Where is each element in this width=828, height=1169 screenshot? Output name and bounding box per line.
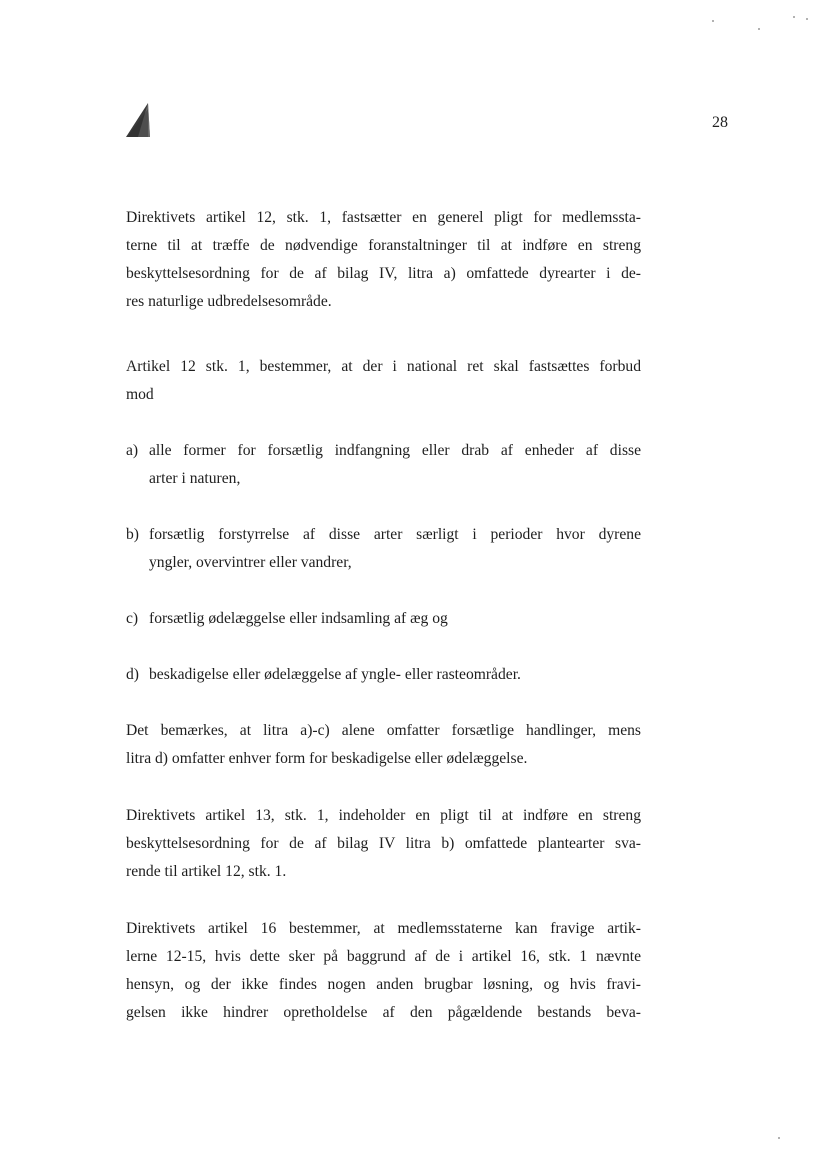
triangle-logo-icon [126,103,150,137]
paragraph-article-12 [126,204,641,316]
text-line: arter i naturen, [149,470,241,487]
list-marker: b) [126,526,139,543]
text-line: Direktivets artikel 13, stk. 1, indeholder en pligt til at indføre en streng [126,807,641,824]
text-line: mod [126,386,154,403]
paragraph-article-12-prohibitions [126,353,641,409]
text-line: hensyn, og der ikke findes nogen anden brugbar løsning, og hvis fravi- [126,976,641,993]
paragraph-article-16 [126,915,641,1027]
text-line: lerne 12-15, hvis dette sker på baggrund af de i artikel 16, stk. 1 nævnte [126,948,641,965]
scan-speck [793,16,795,18]
text-line: yngler, overvintrer eller vandrer, [149,554,352,571]
scan-speck [778,1137,780,1139]
text-line: beskyttelsesordning for de af bilag IV litra b) omfattede plantearter sva- [126,835,641,852]
list-item-b [126,521,641,577]
list-marker: c) [126,610,139,627]
page-number: 28 [712,114,728,131]
list-item-d [126,661,641,689]
text-line: Direktivets artikel 12, stk. 1, fastsætter en generel pligt for medlemssta- [126,209,641,226]
scan-speck [758,28,760,30]
text-line: forsætlig forstyrrelse af disse arter særligt i perioder hvor dyrene [149,526,641,543]
text-line: Artikel 12 stk. 1, bestemmer, at der i national ret skal fastsættes forbud [126,358,641,375]
list-marker: a) [126,442,139,459]
text-line: terne til at træffe de nødvendige foranstaltninger til at indføre en streng [126,237,641,254]
text-line: res naturlige udbredelsesområde. [126,293,332,310]
list-item-c [126,605,641,633]
scan-speck [712,20,714,22]
text-line: forsætlig ødelæggelse eller indsamling af æg og [149,610,448,627]
paragraph-note-litra [126,717,641,773]
scan-speck [806,18,808,20]
list-marker: d) [126,666,139,683]
text-line: beskyttelsesordning for de af bilag IV, litra a) omfattede dyrearter i de- [126,265,641,282]
text-line: Direktivets artikel 16 bestemmer, at medlemsstaterne kan fravige artik- [126,920,641,937]
text-line: rende til artikel 12, stk. 1. [126,863,287,880]
text-line: litra d) omfatter enhver form for beskadigelse eller ødelæggelse. [126,750,528,767]
text-line: gelsen ikke hindrer opretholdelse af den pågældende bestands beva- [126,1004,641,1021]
text-line: beskadigelse eller ødelæggelse af yngle- eller rasteområder. [149,666,521,683]
paragraph-article-13 [126,802,641,886]
text-line: Det bemærkes, at litra a)-c) alene omfatter forsætlige handlinger, mens [126,722,641,739]
list-item-a [126,437,641,493]
text-line: alle former for forsætlig indfangning eller drab af enheder af disse [149,442,641,459]
